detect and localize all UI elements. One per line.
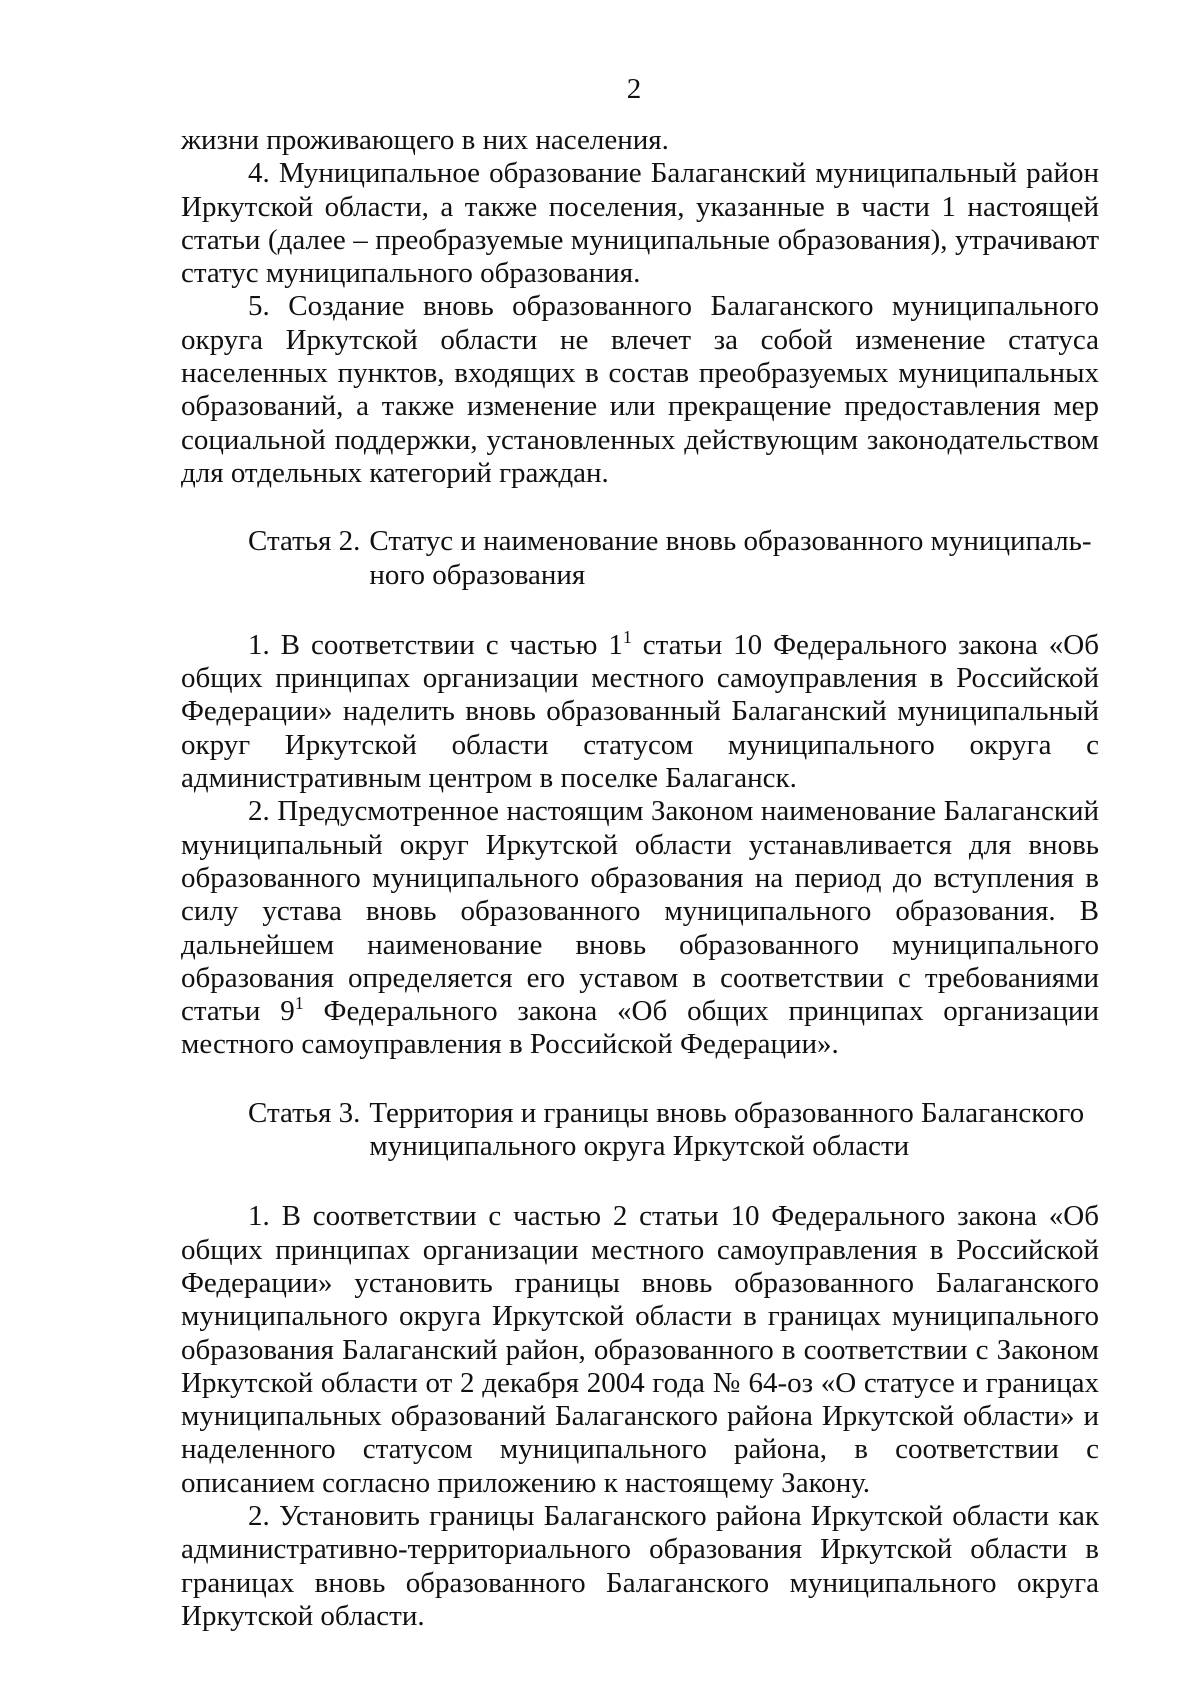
article-2-label: Статья 2. — [248, 525, 361, 558]
article-2-title: Статус и наименование вновь образованного муниципального образования — [369, 525, 1092, 591]
article-2-paragraph-2 — [181, 795, 1099, 1061]
paragraph-continuation: жизни проживающего в них населения. — [181, 124, 669, 156]
article-2-p2-text-a: 2. Предусмотренное настоящим Законом наименование Балаганский муниципальный округ Иркутской области устанавливается для вновь образованного муниципального образования на период до вступления в силу устава вновь образованного муниципального образования. В дальнейшем наименование вновь образованного муниципального образования определяется его уставом в соответствии с требованиями статьи 9 — [181, 795, 1099, 1028]
article-3-paragraph-2: 2. Установить границы Балаганского района Иркутской области как административно-территориального образования Иркутской области в границах вновь образованного Балаганского муниципального округа Иркутской области. — [181, 1499, 1099, 1632]
document-body — [181, 124, 1099, 1633]
article-2-p1-superscript: 1 — [622, 626, 632, 647]
article-3-title: Территория и границы вновь образованного Балаганского муниципального округа Иркутской области — [369, 1096, 1085, 1163]
article-2-paragraph-1 — [181, 626, 1100, 795]
article-2-heading — [181, 525, 1099, 592]
paragraph-item-4: 4. Муниципальное образование Балаганский муниципальный район Иркутской области, а также поселения, указанные в части 1 настоящей статьи (далее – преобразуемые муниципальные образования), утрачивают статус муниципального образования. — [181, 157, 1099, 290]
article-2-p2-superscript: 1 — [294, 993, 304, 1014]
article-2-p1-text-b: статьи 10 Федерального закона «Об общих принципах организации местного самоуправления в Российской Федерации» наделить вновь образованный Балаганский муниципальный округ Иркутской области статусом муниципального округа с административным центром в поселке Балаганск. — [181, 628, 1100, 795]
article-3-paragraph-1: 1. В соответствии с частью 2 статьи 10 Федерального закона «Об общих принципах организации местного самоуправления в Российской Федерации» установить границы вновь образованного Балаганского муниципального округа Иркутской области в границах муниципального образования Балаганский район, образованного в соответствии с Законом Иркутской области от 2 декабря 2004 года № 64-оз «О статусе и границах муниципальных образований Балаганского района Иркутской области» и наделенного статусом муниципального района, в соответствии с описанием согласно приложению к настоящему Закону. — [181, 1200, 1099, 1499]
paragraph-item-5: 5. Создание вновь образованного Балаганского муниципального округа Иркутской области не влечет за собой изменение статуса населенных пунктов, входящих в состав преобразуемых муниципальных образований, а также изменение или прекращение предоставления мер социальной поддержки, установленных действующим законодательством для отдельных категорий граждан. — [181, 290, 1099, 489]
article-2-p2-text-b: Федерального закона «Об общих принципах организации местного самоуправления в Российской Федерации». — [181, 995, 1099, 1061]
article-3-label: Статья 3. — [248, 1096, 361, 1129]
page-number: 2 — [626, 73, 642, 105]
article-2-p1-text-a: 1. В соответствии с частью 1 — [248, 628, 623, 661]
article-3-heading — [181, 1097, 1099, 1164]
